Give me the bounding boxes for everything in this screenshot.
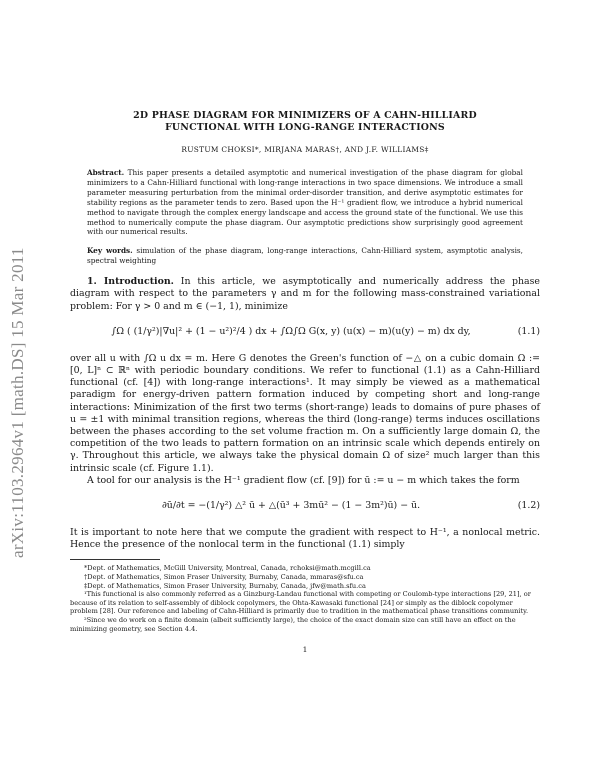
intro-paragraph-4: It is important to note here that we compute the gradient with respect to H⁻¹, a nonlocal metric. Hence the presence of the nonlocal term in the functional (1.1) simply	[70, 527, 540, 551]
footnotes	[70, 564, 540, 633]
abstract	[87, 168, 523, 237]
paper-page	[70, 110, 540, 654]
equation-1-1-expression: ∫Ω ( (1/γ²)|∇u|² + (1 − u²)²/4 ) dx + ∫Ω∫Ω G(x, y) (u(x) − m)(u(y) − m) dx dy,	[111, 325, 471, 337]
intro-paragraph-1	[70, 276, 540, 313]
equation-1-1	[70, 319, 540, 347]
footnote-1: ¹This functional is also commonly referred as a Ginzburg-Landau functional with competing or Coulomb-type interactions [29, 21], or because of its relation to self-assembly of diblock copolymers, the Ohta-Kawasaki functional [24] or simply as the diblock copolymer problem [28]. Our reference and labeling of Cahn-Hilliard is primarily due to tradition in the mathematical phase transitions community.	[70, 590, 531, 616]
page-number: 1	[302, 645, 308, 655]
intro-paragraph-2: over all u with ∫Ω u dx = m. Here G denotes the Green's function of −△ on a cubic domain Ω := [0, L]ⁿ ⊂ ℝⁿ with periodic boundary conditions. We refer to functional (1.1) as a Cahn-Hilliard functional (cf. [4]) with long-range interactions¹. It may simply be viewed as a mathematical paradigm for energy-driven pattern formation induced by competing short and long-range interactions: Minimization of the first two terms (short-range) leads to domains of pure phases of u = ±1 with minimal transition regions, whereas the third (long-range) terms induces oscillations between the phases according to the set volume fraction m. On a sufficiently large domain Ω, the competition of the two leads to pattern formation on an intrinsic scale which depends entirely on γ. Throughout this article, we always take the physical domain Ω of size² much larger than this intrinsic scale (cf. Figure 1.1).	[70, 352, 540, 474]
footnote-affiliation-2: †Dept. of Mathematics, Simon Fraser University, Burnaby, Canada, mmaras@sfu.ca	[84, 573, 364, 581]
keywords-label: Key words.	[87, 246, 133, 256]
equation-1-2-expression: ∂ū/∂t = −(1/γ²) △² ū + △(ū³ + 3mū² − (1 − 3m²)ū) − ū.	[161, 500, 421, 511]
footnote-affiliation-3: ‡Dept. of Mathematics, Simon Fraser University, Burnaby, Canada, jfw@math.sfu.ca	[84, 581, 366, 590]
equation-1-2-number: (1.2)	[517, 500, 540, 511]
author-list: RUSTUM CHOKSI*, MIRJANA MARAS†, AND J.F. WILLIAMS‡	[181, 145, 429, 154]
paper-title	[70, 110, 540, 134]
equation-1-1-number: (1.1)	[517, 325, 540, 337]
footnote-divider	[70, 559, 160, 560]
footnote-affiliation-1: *Dept. of Mathematics, McGill University, Montreal, Canada, rchoksi@math.mcgill.ca	[84, 564, 371, 573]
footnote-2: ²Since we do work on a finite domain (albeit sufficiently large), the choice of the exact domain size can still have an effect on the minimizing geometry, see Section 4.4.	[70, 615, 516, 633]
equation-1-2	[70, 493, 540, 521]
intro-paragraph-1-text: In this article, we asymptotically and numerically address the phase diagram with respect to the parameters γ and m for the following mass-constrained variational problem: For γ > 0 and m ∈ (−1, 1), minimize	[70, 276, 540, 312]
keywords	[87, 246, 523, 266]
section-title: 1. Introduction.	[87, 276, 174, 288]
arxiv-identifier: arXiv:1103.2964v1 [math.DS] 15 Mar 2011	[8, 247, 27, 558]
abstract-text: This paper presents a detailed asymptotic and numerical investigation of the phase diagram for global minimizers to a Cahn-Hilliard functional with long-range interactions in two space dimensions. We introduce a small parameter measuring perturbation from the minimal order-disorder transition, and derive asymptotic estimates for stability regions as the parameter tends to zero. Based upon the H⁻¹ gradient flow, we introduce a hybrid numerical method to navigate through the complex energy landscape and access the ground state of the functional. We use this method to numerically compute the phase diagram. Our asymptotic predictions show surprisingly good agreement with our numerical results.	[87, 168, 523, 237]
introduction-section	[70, 276, 540, 313]
abstract-label: Abstract.	[87, 168, 125, 177]
intro-paragraph-3: A tool for our analysis is the H⁻¹ gradient flow (cf. [9]) for ū := u − m which takes the form	[87, 474, 520, 486]
title-line-1: 2D PHASE DIAGRAM FOR MINIMIZERS OF A CAHN-HILLIARD	[133, 110, 477, 121]
keywords-text: simulation of the phase diagram, long-range interactions, Cahn-Hilliard system, asymptotic analysis, spectral weighting	[87, 246, 523, 266]
title-line-2: FUNCTIONAL WITH LONG-RANGE INTERACTIONS	[165, 122, 445, 133]
